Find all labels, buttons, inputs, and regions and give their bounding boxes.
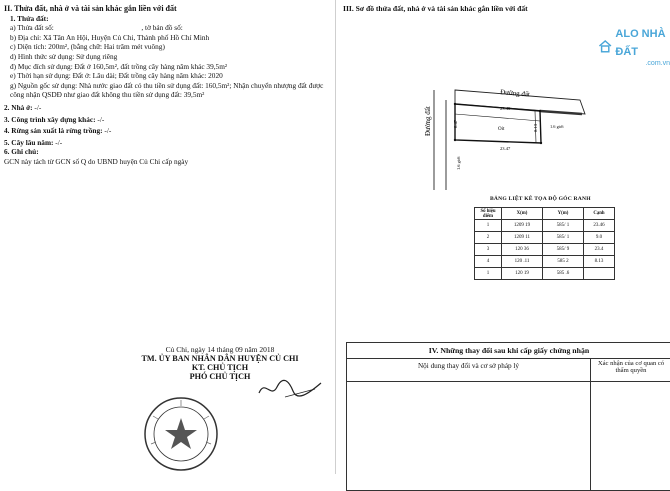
area-row: c) Diện tích: 200m², (bằng chữ: Hai trăm mét vuông) — [10, 42, 165, 52]
lot-code: Oit — [498, 127, 505, 132]
dim-right: 8.13 — [533, 123, 538, 132]
dim-bottom: 23.47 — [500, 146, 511, 151]
setback-label-left: 1.6 giới — [456, 156, 461, 170]
cell-edge: 23.4 — [584, 244, 615, 256]
diagram-section — [343, 4, 665, 13]
note-text: GCN này tách từ GCN số Q do UBND huyện Củ Chi cấp ngày — [4, 156, 189, 166]
other-construction-row: 3. Công trình xây dựng khác: -/- — [4, 114, 105, 124]
house-row: 2. Nhà ở: -/- — [4, 102, 42, 112]
cell-x: 120 19 — [502, 268, 543, 280]
table-row — [475, 244, 615, 256]
diagram-heading: III. Sơ đồ thửa đất, nhà ở và tài sản khác gắn liền với đất — [343, 4, 528, 13]
table-row — [475, 220, 615, 232]
cell-x: 1209 11 — [502, 232, 543, 244]
parcel-number-label: a) Thửa đất số: — [10, 23, 54, 33]
changes-col-confirm: Xác nhận của cơ quan có thẩm quyền — [597, 360, 665, 374]
dim-left: 8.47 — [453, 119, 458, 128]
road-label-top: Đường đất — [499, 88, 531, 99]
cell-point: 1 — [475, 220, 502, 232]
cell-point: 2 — [475, 232, 502, 244]
cell-edge: 23.46 — [584, 220, 615, 232]
parcel-sketch — [400, 70, 640, 190]
usage-form-row: d) Hình thức sử dụng: Sử dụng riêng — [10, 51, 118, 61]
brand-domain: .com.vn — [645, 60, 670, 67]
cell-x: 1209 19 — [502, 220, 543, 232]
land-info-section — [4, 4, 330, 167]
cell-edge — [584, 268, 615, 280]
coords-table — [474, 207, 615, 280]
parcel-label: 1. Thửa đất: — [10, 13, 49, 23]
dim-top: 23.46 — [500, 106, 511, 111]
parcel-inner-line — [455, 114, 540, 121]
map-sheet-label: , tờ bản đồ số: — [141, 23, 183, 33]
table-row — [475, 268, 615, 280]
forest-row: 4. Rừng sản xuất là rừng trồng: -/- — [4, 126, 112, 136]
address-row: b) Địa chỉ: Xã Tân An Hội, Huyện Củ Chi, Thành phố Hồ Chí Minh — [10, 32, 210, 42]
page-divider — [335, 0, 336, 474]
changes-heading: IV. Những thay đổi sau khi cấp giấy chứng nhận — [347, 343, 670, 359]
cell-y: 585 2 — [543, 256, 584, 268]
col-point: Số hiệu điểm — [475, 208, 502, 220]
cell-x: 120 .11 — [502, 256, 543, 268]
changes-table — [346, 342, 670, 491]
signature-scribble — [255, 375, 325, 403]
coords-table-title: BẢNG LIỆT KÊ TỌA ĐỘ GÓC RANH — [490, 196, 591, 202]
col-x: X(m) — [502, 208, 543, 220]
coords-header-row — [475, 208, 615, 220]
table-row — [475, 256, 615, 268]
cell-edge: 8.13 — [584, 256, 615, 268]
usage-purpose-row: đ) Mục đích sử dụng: Đất ở 160,5m², đất trồng cây hàng năm khác 39,5m² — [10, 61, 228, 71]
watermark-text — [615, 24, 670, 67]
official-seal — [143, 396, 219, 472]
cell-point: 4 — [475, 256, 502, 268]
changes-col-content: Nội dung thay đổi và cơ sở pháp lý — [347, 359, 591, 381]
cell-point: 1 — [475, 268, 502, 280]
perennial-row: 5. Cây lâu năm: -/- — [4, 137, 63, 147]
cell-y: 585/ 1 — [543, 220, 584, 232]
signer-kt: KT. CHỦ TỊCH — [191, 363, 249, 372]
usage-origin-row: g) Nguồn gốc sử dụng: Nhà nước giao đất có thu tiền sử dụng đất: 160,5m²; Nhận chuyển nhượng đất được công nhận QSDĐ như giao đất không thu tiền sử dụng đất: 39,5m² — [10, 80, 324, 100]
table-row — [475, 232, 615, 244]
date-line: Củ Chi, ngày 14 tháng 09 năm 2018 — [165, 345, 275, 354]
house-icon — [598, 37, 612, 55]
col-y: Y(m) — [543, 208, 584, 220]
cell-y: 585/ 9 — [543, 244, 584, 256]
changes-header-row — [347, 359, 670, 382]
col-edge: Cạnh — [584, 208, 615, 220]
setback-label: 1.6 giới — [550, 124, 564, 129]
section-heading: II. Thửa đất, nhà ở và tài sản khác gắn liền với đất — [4, 4, 177, 13]
road-edge-band — [540, 111, 582, 114]
cell-y: 585 .6 — [543, 268, 584, 280]
usage-term-row: e) Thời hạn sử dụng: Đất ở: Lâu dài; Đất trồng cây hàng năm khác: 2020 — [10, 71, 223, 81]
parcel-number-row — [4, 23, 330, 33]
parcel-outline — [455, 104, 541, 143]
signer-role: PHÓ CHỦ TỊCH — [189, 372, 251, 381]
watermark-logo — [598, 24, 670, 67]
road-label-left: Đường đất — [424, 106, 432, 136]
cell-y: 585/ 1 — [543, 232, 584, 244]
cell-x: 120 36 — [502, 244, 543, 256]
cell-edge: 9.0 — [584, 232, 615, 244]
brand-name: ALO NHÀ ĐẤT — [615, 28, 666, 58]
note-label: 6. Ghi chú: — [4, 147, 39, 157]
issuing-org: TM. ỦY BAN NHÂN DÂN HUYỆN CỦ CHI — [141, 354, 299, 363]
cell-point: 3 — [475, 244, 502, 256]
